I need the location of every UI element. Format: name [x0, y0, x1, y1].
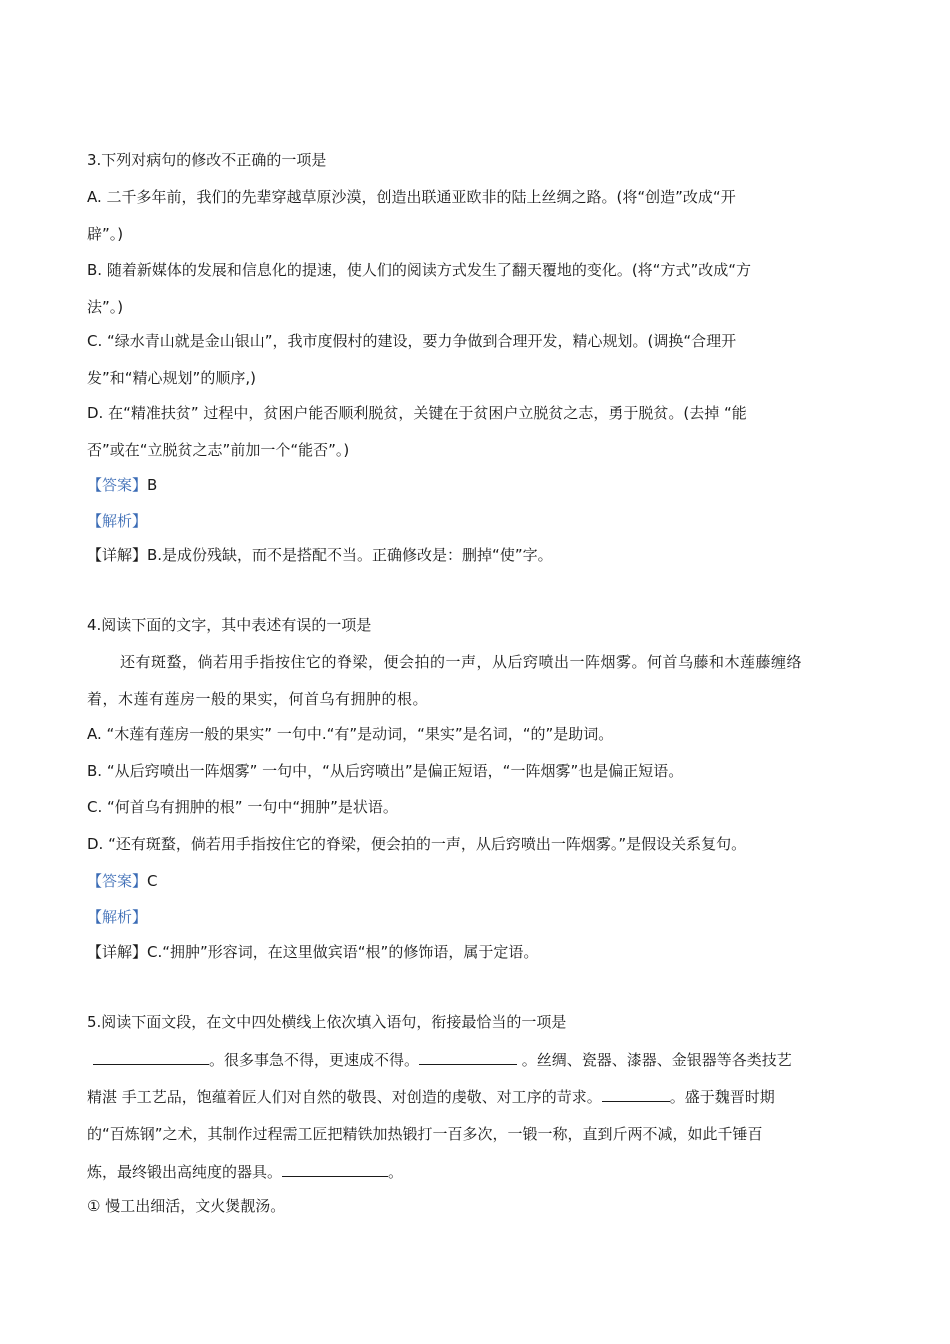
q5-paragraph-line2: [87, 1086, 867, 1107]
q5-paragraph-line1: [87, 1049, 867, 1070]
q3-analysis-tag: 【解析】: [87, 512, 148, 530]
answer-value: C: [147, 872, 158, 890]
q5-title: 5.阅读下面文段，在文中四处横线上依次填入语句，衔接最恰当的一项是: [87, 1013, 567, 1031]
q3-option-a-line2: 辟”。): [87, 225, 124, 243]
q4-passage-line2: 着，木莲有莲房一般的果实，何首乌有拥肿的根。: [87, 690, 429, 708]
q5-option-1: ① 慢工出细活，文火煲靓汤。: [87, 1197, 286, 1215]
q4-answer: [87, 871, 867, 891]
q5-paragraph-line3: 的“百炼钢”之术，其制作过程需工匠把精铁加热锻打一百多次，一锻一称，直到斤两不减，如此千锤百: [87, 1125, 763, 1143]
fill-blank-3: [602, 1086, 670, 1102]
q5-text-segment: 精湛 手工艺品，饱蕴着匠人们对自然的敬畏、对创造的虔敬、对工序的苛求。: [87, 1088, 602, 1106]
q3-option-c-line2: 发”和“精心规划”的顺序,): [87, 369, 256, 387]
q3-detail: 【详解】B.是成份残缺，而不是搭配不当。正确修改是：删掉“使”字。: [87, 546, 553, 564]
q4-option-a: A. “木莲有莲房一般的果实” 一句中.“有”是动词，“果实”是名词，“的”是助词。: [87, 725, 614, 743]
fill-blank-1: [93, 1049, 209, 1065]
q5-paragraph-line4: [87, 1161, 867, 1182]
q3-option-b-line1: B. 随着新媒体的发展和信息化的提速，使人们的阅读方式发生了翻天覆地的变化。(将“方式”改成“方: [87, 261, 751, 279]
q4-option-b: B. “从后窍喷出一阵烟雾” 一句中，“从后窍喷出”是偏正短语，“一阵烟雾”也是偏正短语。: [87, 762, 684, 780]
q4-analysis-tag: 【解析】: [87, 908, 148, 926]
answer-tag: 【答案】: [87, 872, 148, 890]
q5-text-segment: 炼，最终锻出高纯度的器具。: [87, 1163, 283, 1181]
q4-option-d: D. “还有斑蝥，倘若用手指按住它的脊梁，便会拍的一声，从后窍喷出一阵烟雾。”是假设关系复句。: [87, 835, 747, 853]
q3-option-d-line2: 否”或在“立脱贫之志”前加一个“能否”。): [87, 441, 350, 459]
q5-text-segment: 。很多事急不得，更速成不得。: [209, 1051, 420, 1069]
q5-text-segment: 。: [388, 1163, 404, 1181]
q4-option-c: C. “何首乌有拥肿的根” 一句中“拥肿”是状语。: [87, 798, 398, 816]
fill-blank-2: [419, 1049, 517, 1065]
q5-text-segment: 。盛于魏晋时期: [669, 1088, 775, 1106]
fill-blank-4: [282, 1161, 388, 1177]
q3-option-b-line2: 法”。): [87, 298, 124, 316]
answer-tag: 【答案】: [87, 476, 148, 494]
q4-title: 4.阅读下面的文字，其中表述有误的一项是: [87, 616, 372, 634]
q3-option-d-line1: D. 在“精准扶贫” 过程中，贫困户能否顺利脱贫，关键在于贫困户立脱贫之志，勇于脱贫。(去掉 “能: [87, 404, 747, 422]
q4-passage-line1: 还有斑蝥，倘若用手指按住它的脊梁，便会拍的一声，从后窍喷出一阵烟雾。何首乌藤和木莲藤缠络: [120, 653, 803, 671]
q3-answer: [87, 475, 867, 495]
q3-title: 3.下列对病句的修改不正确的一项是: [87, 151, 327, 169]
q5-text-segment: 。丝绸、瓷器、漆器、金银器等各类技艺: [517, 1051, 792, 1069]
q3-option-c-line1: C. “绿水青山就是金山银山”，我市度假村的建设，要力争做到合理开发，精心规划。(调换“合理开: [87, 332, 737, 350]
answer-value: B: [147, 476, 158, 494]
q3-option-a-line1: A. 二千多年前，我们的先辈穿越草原沙漠，创造出联通亚欧非的陆上丝绸之路。(将“创造”改成“开: [87, 188, 736, 206]
q4-detail: 【详解】C.“拥肿”形容词，在这里做宾语“根”的修饰语，属于定语。: [87, 943, 539, 961]
